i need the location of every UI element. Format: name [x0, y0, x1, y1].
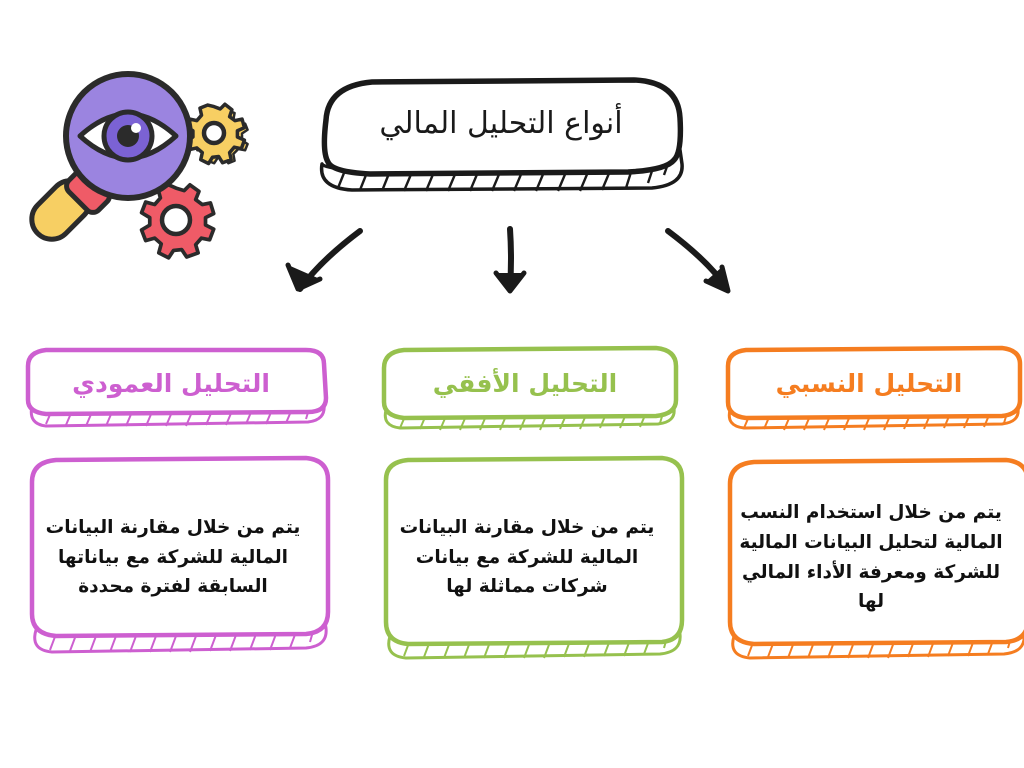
page-title-box — [306, 72, 696, 197]
arrow-to-ratio-analysis — [288, 231, 360, 289]
body-box-vertical-analysis[interactable] — [18, 454, 334, 669]
body-box-ratio-analysis[interactable] — [716, 454, 1024, 669]
magnifier-lens-icon — [66, 74, 190, 198]
arrow-to-horizontal-analysis — [496, 229, 524, 291]
page-title: أنواع التحليل المالي — [379, 106, 623, 141]
column-vertical-analysis — [8, 344, 334, 704]
heading-box-horizontal-analysis[interactable] — [372, 344, 688, 436]
column-horizontal-analysis — [362, 344, 688, 704]
arrow-group — [250, 195, 780, 320]
magnifying-glass-eye-gears-icon — [18, 58, 278, 268]
column-ratio-analysis — [706, 344, 1024, 704]
heading-box-vertical-analysis[interactable] — [18, 344, 334, 436]
body-box-horizontal-analysis[interactable] — [372, 454, 688, 669]
heading-horizontal-analysis: التحليل الأفقي — [432, 368, 618, 398]
body-vertical-analysis: يتم من خلال مقارنة البيانات المالية للشركة مع بياناتها السابقة لفترة محددة — [45, 516, 301, 598]
heading-box-ratio-analysis[interactable] — [716, 344, 1024, 436]
body-ratio-analysis: يتم من خلال استخدام النسب المالية لتحليل البيانات المالية للشركة ومعرفة الأداء المالي لها — [739, 501, 1003, 613]
heading-vertical-analysis: التحليل العمودي — [72, 368, 270, 398]
arrow-to-vertical-analysis — [668, 231, 728, 291]
body-horizontal-analysis: يتم من خلال مقارنة البيانات المالية للشركة مع بيانات شركات مماثلة لها — [399, 516, 655, 598]
heading-ratio-analysis: التحليل النسبي — [775, 368, 963, 398]
